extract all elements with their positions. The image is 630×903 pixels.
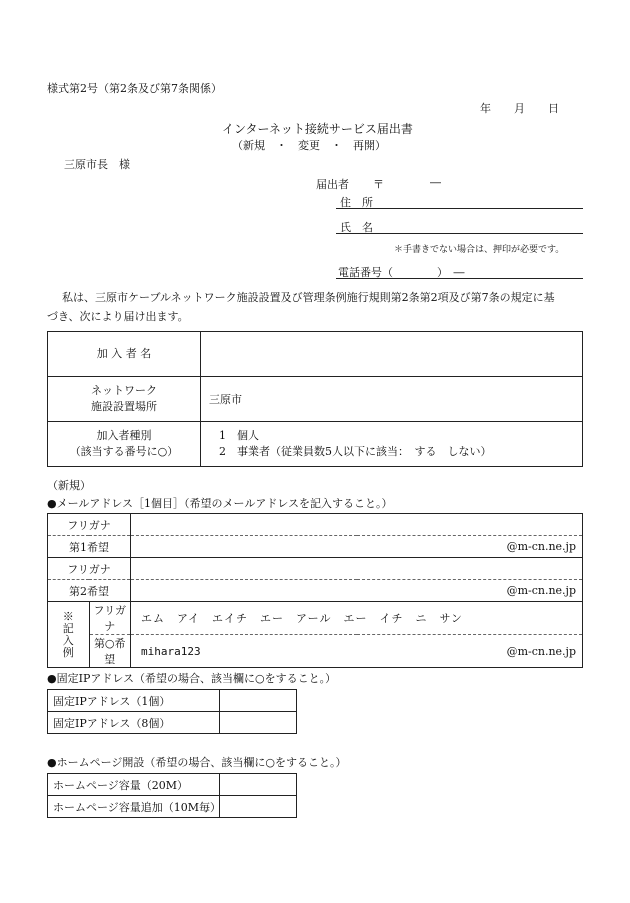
furigana-label: フリガナ — [48, 558, 131, 580]
email-choice2-furigana-field[interactable] — [131, 558, 583, 580]
type-option-individual[interactable]: 1 個人 — [219, 429, 259, 442]
document-subtitle: （新規 ・ 変更 ・ 再開） — [232, 139, 386, 152]
seal-note: ＊手書きでない場合は、押印が必要です。 — [394, 245, 565, 255]
fixed-ip-heading: ●固定IPアドレス（希望の場合、該当欄に○をすること。） — [47, 672, 337, 685]
location-label — [48, 377, 201, 422]
example-mark-text: ※記入例 — [62, 609, 74, 659]
fixed-ip-8-label: 固定IPアドレス（8個） — [48, 712, 220, 734]
example-furigana-label: フリガナ — [89, 602, 131, 635]
email-choice2-field[interactable] — [131, 580, 357, 602]
fixed-ip-1-checkbox[interactable] — [220, 690, 297, 712]
location-row — [48, 377, 583, 422]
email-choice2-furigana-row — [48, 558, 583, 580]
date-year: 年 — [480, 102, 491, 115]
phone-line — [336, 278, 583, 279]
furigana-label: フリガナ — [48, 514, 131, 536]
addressee: 三原市長 様 — [64, 158, 130, 171]
email-choice1-row — [48, 536, 583, 558]
statement-line-1: 私は、三原市ケーブルネットワーク施設設置及び管理条例施行規則第2条第2項及び第7条の規定に基 — [62, 291, 555, 304]
email-choice2-row — [48, 580, 583, 602]
choice1-label: 第1希望 — [48, 536, 131, 558]
applicant-label: 届出者 — [316, 178, 349, 191]
subscriber-type-label — [48, 422, 201, 467]
fixed-ip-row — [48, 690, 297, 712]
example-mark — [48, 602, 90, 668]
subscriber-type-label-line-1: 加入者種別 — [96, 429, 152, 442]
postal-dash: ― — [430, 176, 441, 189]
homepage-row — [48, 796, 297, 818]
email-domain: @m-cn.ne.jp — [506, 644, 576, 658]
homepage-heading: ●ホームページ開設（希望の場合、該当欄に○をすること。） — [47, 756, 347, 769]
email-choice1-furigana-row — [48, 514, 583, 536]
email-domain: @m-cn.ne.jp — [357, 580, 583, 602]
fixed-ip-row — [48, 712, 297, 734]
homepage-additional-checkbox[interactable] — [220, 796, 297, 818]
subscriber-table — [47, 331, 583, 467]
subscriber-type-row — [48, 422, 583, 467]
example-furigana-value: エム アイ エイチ エー アール エー イチ ニ サン — [131, 602, 583, 635]
homepage-capacity-label: ホームページ容量（20M） — [48, 774, 220, 796]
location-label-line-1: ネットワーク — [91, 384, 157, 397]
example-email-value: mihara123 — [141, 644, 201, 658]
fixed-ip-1-label: 固定IPアドレス（1個） — [48, 690, 220, 712]
subscriber-type-field[interactable] — [201, 422, 583, 467]
homepage-table — [47, 773, 297, 818]
type-option-business[interactable]: 2 事業者（従業員数5人以下に該当： する しない） — [219, 445, 492, 458]
new-label: （新規） — [47, 479, 91, 492]
homepage-additional-label: ホームページ容量追加（10M毎） — [48, 796, 220, 818]
name-line — [336, 233, 583, 234]
location-field[interactable]: 三原市 — [201, 377, 583, 422]
fixed-ip-8-checkbox[interactable] — [220, 712, 297, 734]
phone-label: 電話番号（ ） ― — [338, 266, 465, 279]
postal-mark: 〒 — [373, 178, 384, 191]
email-choice1-field[interactable] — [131, 536, 357, 558]
address-label: 住 所 — [340, 196, 373, 209]
fixed-ip-table — [47, 689, 297, 734]
homepage-capacity-checkbox[interactable] — [220, 774, 297, 796]
form-number: 様式第2号（第2条及び第7条関係） — [47, 82, 222, 95]
subscriber-type-label-line-2: （該当する番号に○） — [69, 445, 179, 458]
email-heading: ●メールアドレス［1個目］（希望のメールアドレスを記入すること。） — [47, 497, 393, 510]
subscriber-name-label: 加 入 者 名 — [48, 332, 201, 377]
subscriber-name-field[interactable] — [201, 332, 583, 377]
date-month: 月 — [514, 102, 525, 115]
location-label-line-2: 施設設置場所 — [91, 400, 157, 413]
email-table — [47, 513, 583, 668]
email-domain: @m-cn.ne.jp — [357, 536, 583, 558]
example-choice-label: 第○希望 — [89, 635, 131, 668]
homepage-row — [48, 774, 297, 796]
address-line — [336, 208, 583, 209]
example-furigana-row — [48, 602, 583, 635]
subscriber-name-row — [48, 332, 583, 377]
date-day: 日 — [548, 102, 559, 115]
choice2-label: 第2希望 — [48, 580, 131, 602]
example-choice-row — [48, 635, 583, 668]
name-label: 氏 名 — [340, 221, 373, 234]
email-choice1-furigana-field[interactable] — [131, 514, 583, 536]
document-title: インターネット接続サービス届出書 — [222, 122, 413, 136]
statement-line-2: づき、次により届け出ます。 — [47, 310, 189, 323]
